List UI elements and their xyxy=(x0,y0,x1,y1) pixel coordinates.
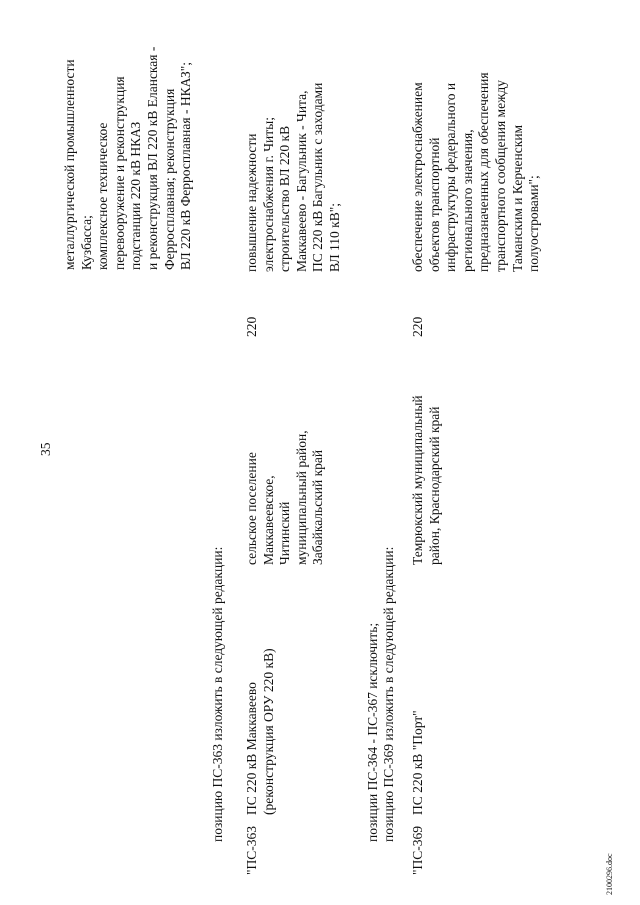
continuation-block: металлургической промышленности Кузбасса; комплексное техническое перевооружение и реконструкция подстанции 220 кВ НКАЗ и реконструкция ВЛ 220 кВ Еланская - Ферросплавная; реконструкция ВЛ 220 кВ Ферросплавная - НКАЗ"; xyxy=(62,46,194,270)
row-ps-369-location: Темрюкский муниципальный район, Краснодарский край xyxy=(410,395,442,565)
page-number: 35 xyxy=(38,442,53,456)
row-ps-363-code: "ПС-363 xyxy=(244,825,259,875)
row-ps-363-name: ПС 220 кВ Маккавеево (реконструкция ОРУ 220 кВ) xyxy=(244,648,276,815)
instruction-ps-369: позицию ПС-369 изложить в следующей редакции: xyxy=(381,546,396,842)
row-ps-363-voltage: 220 xyxy=(244,316,259,337)
row-ps-369-voltage: 220 xyxy=(410,316,425,337)
row-ps-363-purpose: повышение надежности электроснабжения г. Читы; строительство ВЛ 220 кВ Маккавеево - Багульник - Чита, ПС 220 кВ Багульник с заходами ВЛ 110 кВ"; xyxy=(244,82,342,272)
row-ps-363-location: сельское поселение Маккавеевское, Читинский муниципальный район, Забайкальский край xyxy=(244,430,326,565)
instruction-exclude: позиции ПС-364 - ПС-367 исключить; xyxy=(365,622,380,842)
row-ps-369-purpose: обеспечение электроснабжением объектов транспортной инфраструктуры федерального и регионального значения, предназначенных для обеспечения транспортного сообщения между Таманским и Керченским полуостровами"; xyxy=(410,72,542,272)
instruction-ps-363: позицию ПС-363 изложить в следующей редакции: xyxy=(210,546,225,842)
file-reference: 2100296.doc xyxy=(605,853,614,895)
row-ps-369-name: ПС 220 кВ "Порт" xyxy=(410,710,425,815)
row-ps-369-code: "ПС-369 xyxy=(410,825,425,875)
